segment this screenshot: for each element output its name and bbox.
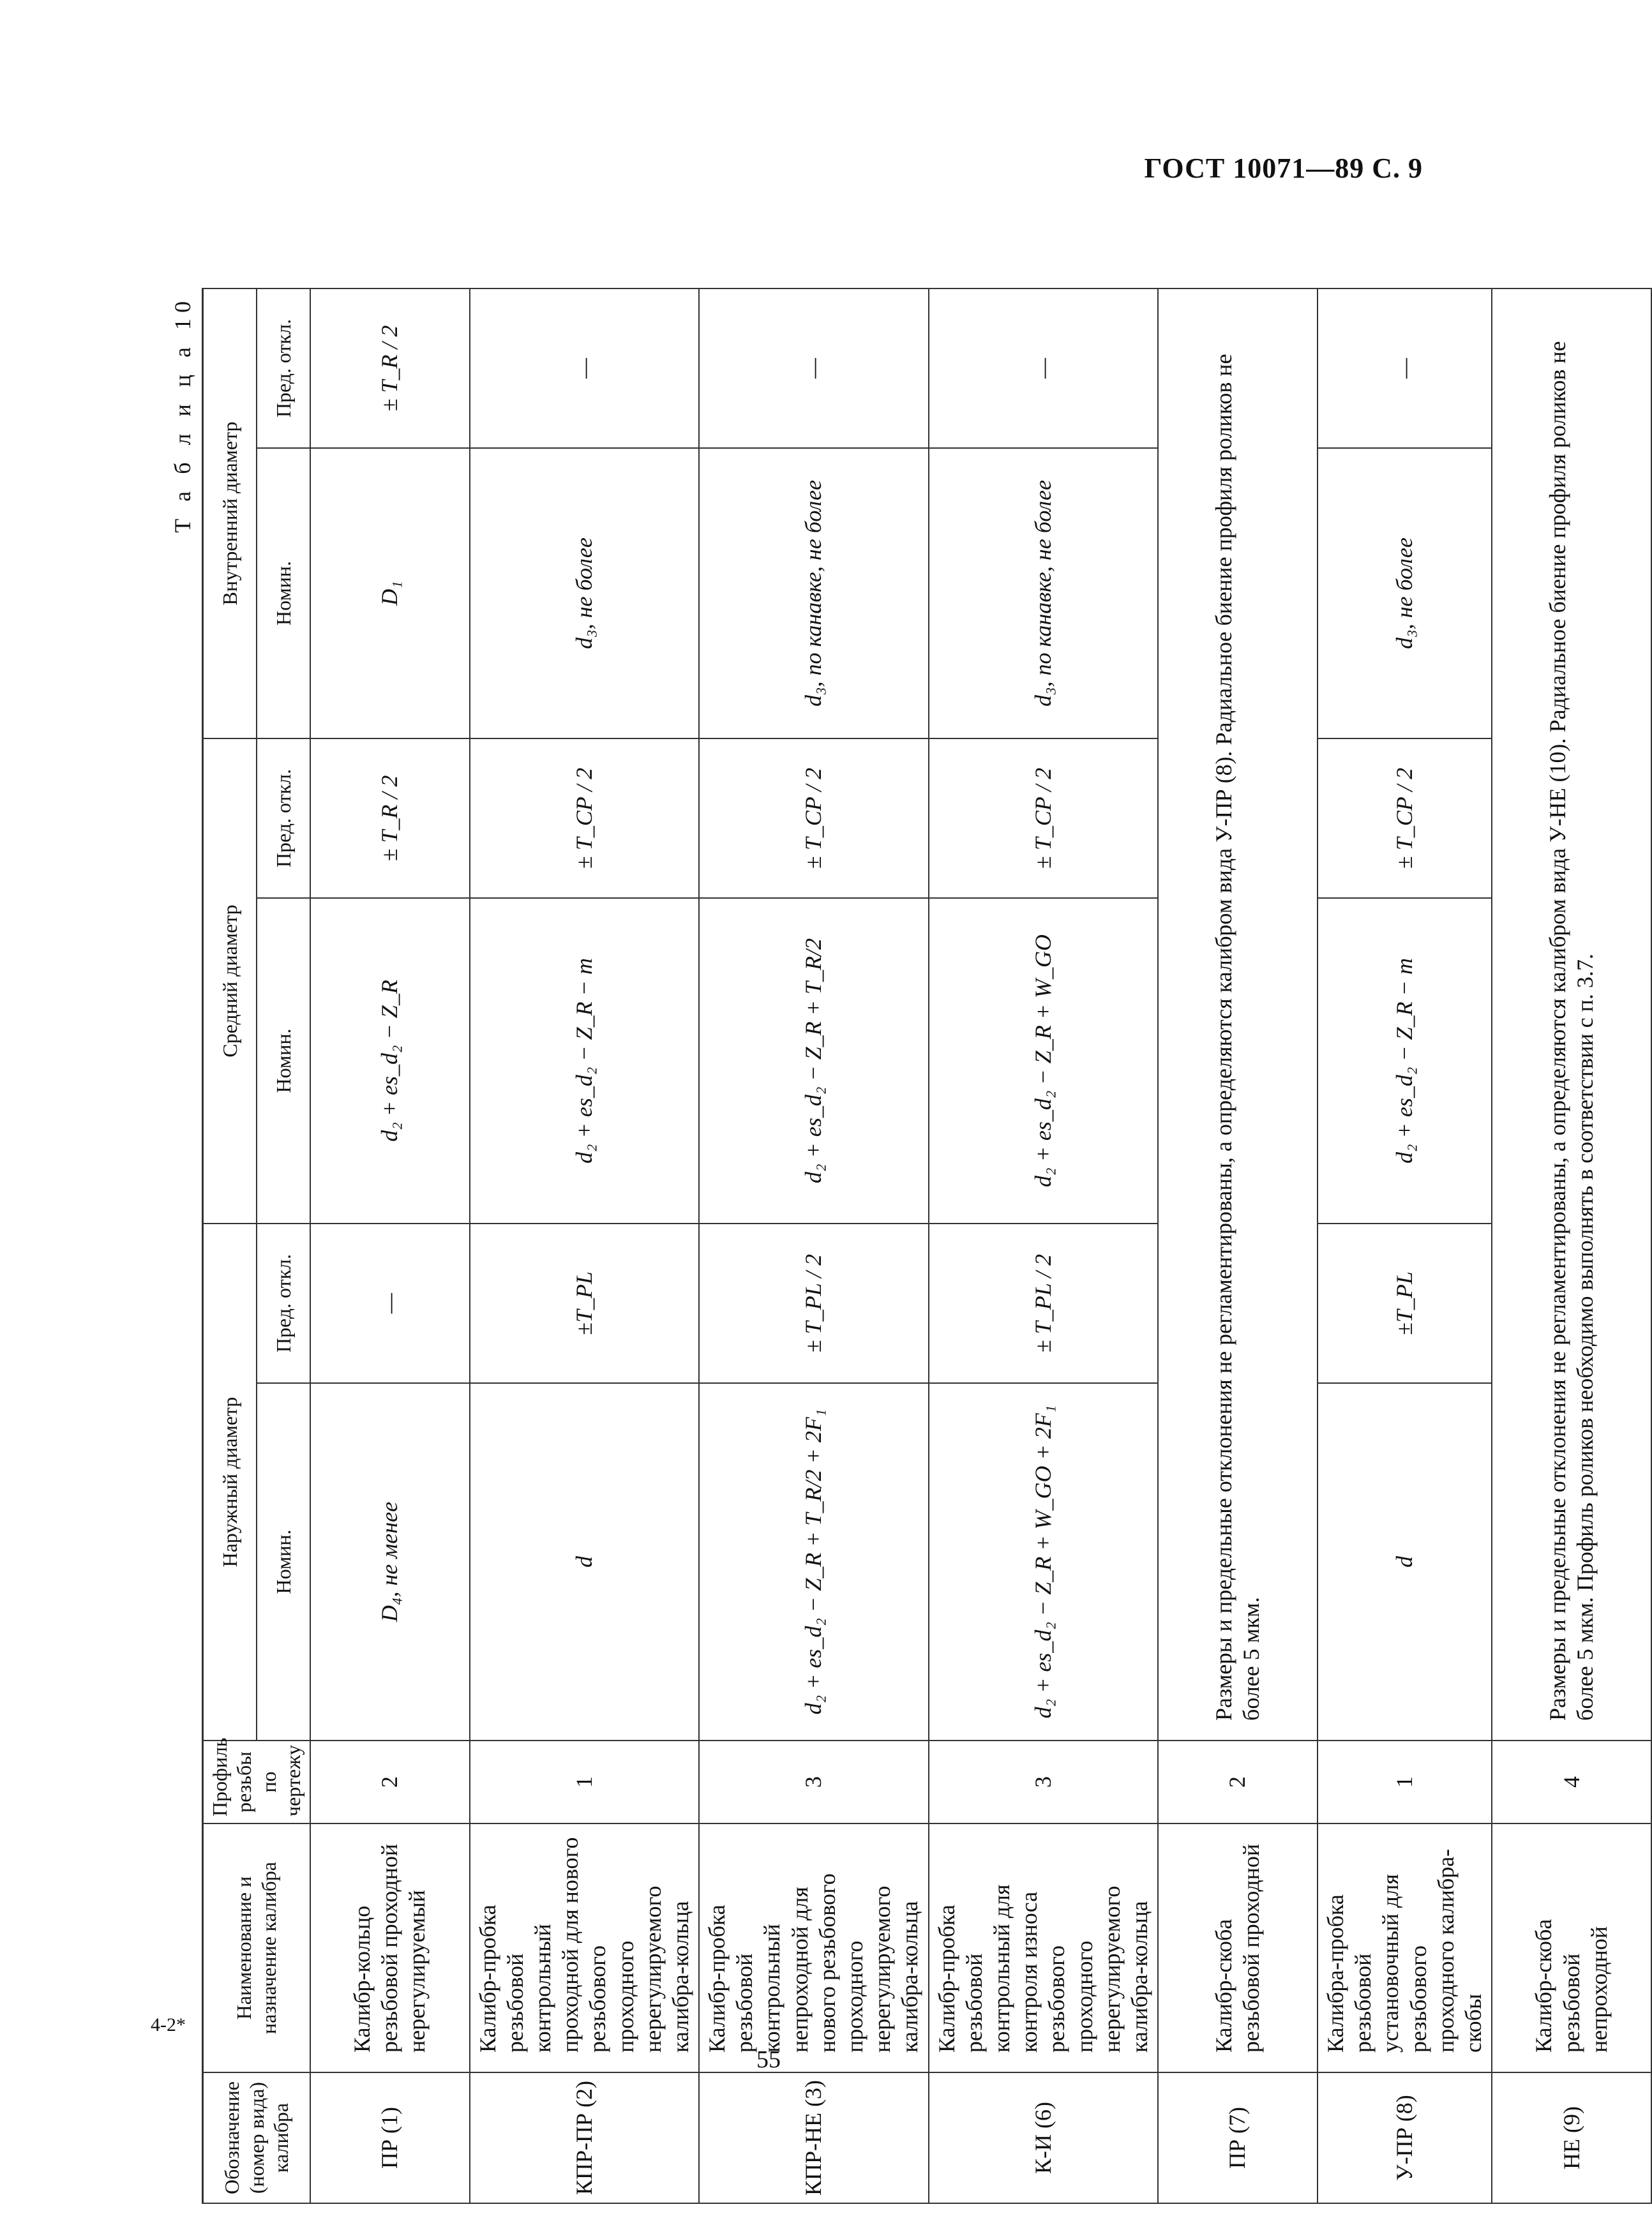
outer-deviation-cell: ±T_PL [470, 1224, 700, 1383]
profile-cell: 1 [470, 1741, 700, 1823]
col-middle-deviation: Пред. откл. [257, 738, 310, 898]
margin-mark: 4-2* [151, 2014, 186, 2035]
profile-cell: 4 [1492, 1741, 1651, 1823]
table-row [1318, 288, 1492, 2203]
col-middle-nominal: Номин. [257, 898, 310, 1224]
designation-cell: К-И (6) [929, 2072, 1159, 2203]
profile-cell: 3 [929, 1741, 1159, 1823]
table-row [1492, 288, 1651, 2203]
middle-nominal-cell: d₂ + es_d₂ − Z_R + W_GO [929, 898, 1159, 1224]
name-cell: Калибр-пробка резьбовой контрольный для контроля износа резьбового проходного нерегулируемого калибра-кольца [929, 1823, 1159, 2072]
col-group-inner: Внутренний диаметр [203, 288, 257, 738]
designation-cell: ПР (1) [310, 2072, 470, 2203]
table-row [310, 288, 470, 2203]
name-cell: Калибр-кольцо резьбовой проходной нерегулируемый [310, 1823, 470, 2072]
name-cell: Калибр-скоба резьбовой непроходной [1492, 1823, 1651, 2072]
outer-nominal-cell: d [470, 1383, 700, 1741]
middle-nominal-cell: d₂ + es_d₂ − Z_R − m [1318, 898, 1492, 1224]
middle-deviation-cell: ± T_CP / 2 [470, 738, 700, 898]
profile-cell: 3 [699, 1741, 929, 1823]
middle-nominal-cell: d₂ + es_d₂ − Z_R − m [470, 898, 700, 1224]
outer-nominal-cell: d₂ + es_d₂ − Z_R + W_GO + 2F₁ [929, 1383, 1159, 1741]
outer-deviation-cell: ± T_PL / 2 [929, 1224, 1159, 1383]
outer-nominal-cell: d₂ + es_d₂ − Z_R + T_R/2 + 2F₁ [699, 1383, 929, 1741]
table-caption: Т а б л и ц а 10 [170, 296, 195, 533]
inner-nominal-cell: d₃, по канавке, не более [929, 448, 1159, 738]
middle-nominal-cell: d₂ + es_d₂ − Z_R [310, 898, 470, 1224]
designation-cell: КПР-ПР (2) [470, 2072, 700, 2203]
name-cell: Калибр-скоба резьбовой проходной [1158, 1823, 1318, 2072]
outer-nominal-cell: D₄, не менее [310, 1383, 470, 1741]
page-header: ГОСТ 10071—89 С. 9 [1144, 153, 1423, 184]
inner-deviation-cell: ± T_R / 2 [310, 288, 470, 448]
inner-nominal-cell: d₃, не более [1318, 448, 1492, 738]
outer-deviation-cell: ±T_PL [1318, 1224, 1492, 1383]
note-cell: Размеры и предельные отклонения не регламентированы, а определяются калибром вида У-НЕ (10). Радиальное биение профиля роликов не более 5 мкм. Профиль роликов необходимо выполнять в соответствии с п. 3.7. [1492, 288, 1651, 1741]
inner-nominal-cell: D₁ [310, 448, 470, 738]
inner-nominal-cell: d₃, по канавке, не более [699, 448, 929, 738]
name-cell: Калибра-пробка резьбовой установочный для резьбового проходного калибра-скобы [1318, 1823, 1492, 2072]
col-name: Наименование и назначение калибра [203, 1823, 310, 2072]
designation-cell: НЕ (9) [1492, 2072, 1651, 2203]
inner-nominal-cell: d₃, не более [470, 448, 700, 738]
middle-nominal-cell: d₂ + es_d₂ − Z_R + T_R/2 [699, 898, 929, 1224]
outer-deviation-cell: ± T_PL / 2 [699, 1224, 929, 1383]
outer-nominal-cell: d [1318, 1383, 1492, 1741]
table-row [1158, 288, 1318, 2203]
rotated-table-block [163, 289, 1612, 2204]
col-inner-nominal: Номин. [257, 448, 310, 738]
col-outer-deviation: Пред. откл. [257, 1224, 310, 1383]
table-row [929, 288, 1159, 2203]
inner-deviation-cell: — [929, 288, 1159, 448]
table-row [470, 288, 700, 2203]
page-number: 55 [756, 2046, 781, 2073]
header-row-top [203, 288, 257, 2203]
profile-cell: 2 [1158, 1741, 1318, 1823]
name-cell: Калибр-пробка резьбовой контрольный непроходной для нового резьбового проходного нерегулируемого калибра-кольца [699, 1823, 929, 2072]
col-inner-deviation: Пред. откл. [257, 288, 310, 448]
inner-deviation-cell: — [1318, 288, 1492, 448]
outer-deviation-cell: — [310, 1224, 470, 1383]
middle-deviation-cell: ± T_CP / 2 [929, 738, 1159, 898]
note-cell: Размеры и предельные отклонения не регламентированы, а определяются калибром вида У-ПР (8). Радиальное биение профиля роликов не более 5 мкм. [1158, 288, 1318, 1741]
profile-cell: 1 [1318, 1741, 1492, 1823]
col-group-middle: Средний диаметр [203, 738, 257, 1224]
designation-cell: ПР (7) [1158, 2072, 1318, 2203]
col-designation: Обозначение (номер вида) калибра [203, 2072, 310, 2203]
designation-cell: КПР-НЕ (3) [699, 2072, 929, 2203]
middle-deviation-cell: ± T_R / 2 [310, 738, 470, 898]
profile-cell: 2 [310, 1741, 470, 1823]
designation-cell: У-ПР (8) [1318, 2072, 1492, 2203]
col-group-outer: Наружный диаметр [203, 1224, 257, 1741]
middle-deviation-cell: ± T_CP / 2 [699, 738, 929, 898]
middle-deviation-cell: ± T_CP / 2 [1318, 738, 1492, 898]
inner-deviation-cell: — [470, 288, 700, 448]
col-outer-nominal: Номин. [257, 1383, 310, 1741]
table-row [699, 288, 929, 2203]
inner-deviation-cell: — [699, 288, 929, 448]
calibers-table [202, 288, 1652, 2204]
col-profile: Профиль резьбы по чертежу [203, 1741, 310, 1823]
name-cell: Калибр-пробка резьбовой контрольный проходной для нового резьбового проходного нерегулируемого калибра-кольца [470, 1823, 700, 2072]
